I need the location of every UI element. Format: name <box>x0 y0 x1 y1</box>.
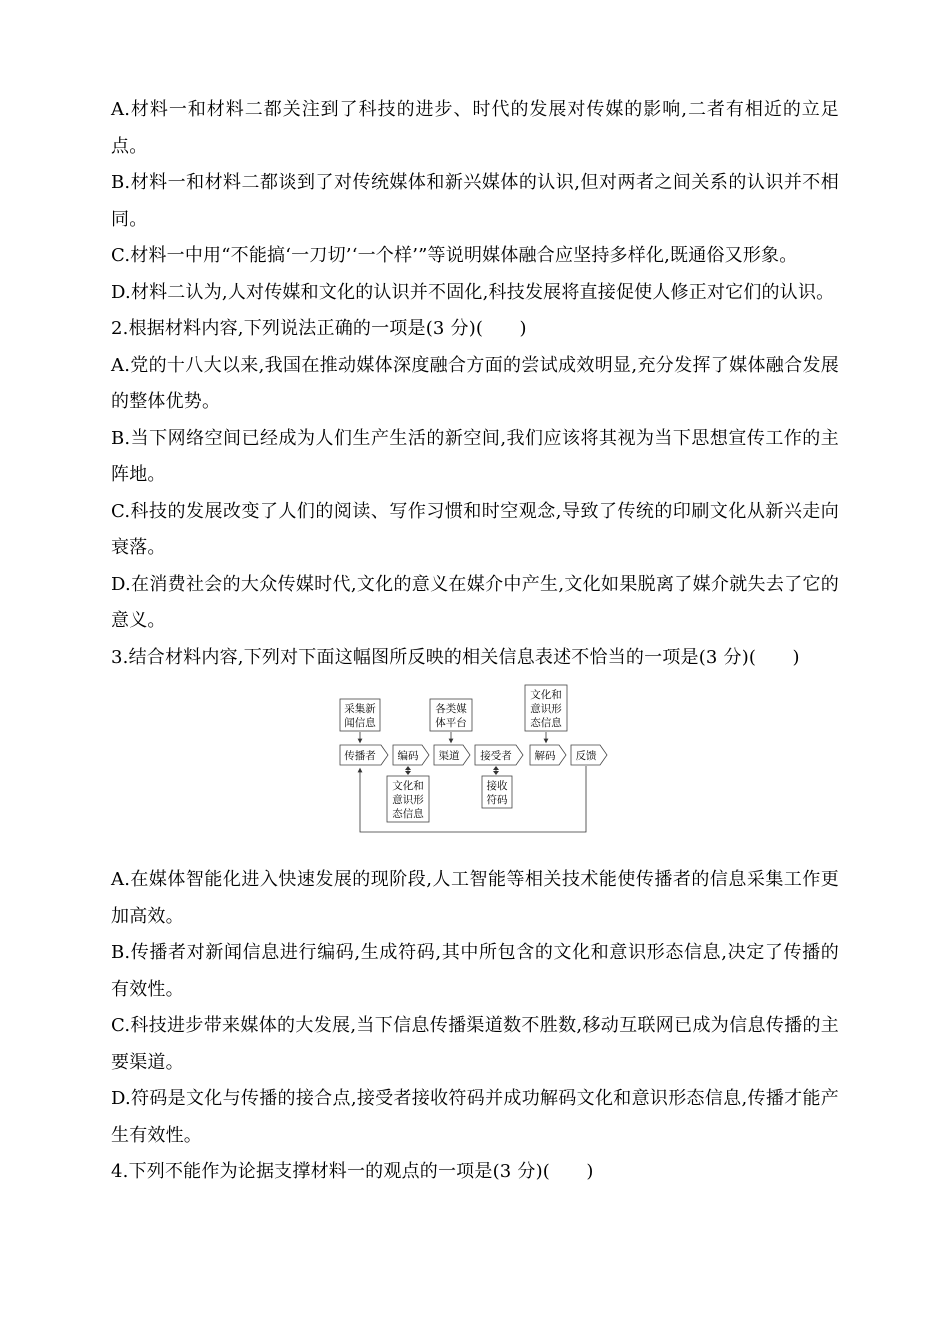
q1-option-a: A.材料一和材料二都关注到了科技的进步、时代的发展对传媒的影响,二者有相近的立足点。 <box>111 99 839 157</box>
q1-option-b: B.材料一和材料二都谈到了对传统媒体和新兴媒体的认识,但对两者之间关系的认识并不相同。 <box>111 172 839 230</box>
top-culture-line1: 文化和 <box>530 689 562 701</box>
q2-option-b: B.当下网络空间已经成为人们生产生活的新空间,我们应该将其视为当下思想宣传工作的主阵地。 <box>111 427 839 485</box>
q3-option-a: A.在媒体智能化进入快速发展的现阶段,人工智能等相关技术能使传播者的信息采集工作更加高效。 <box>111 869 839 927</box>
chain-feedback: 反馈 <box>575 750 597 762</box>
q2-option-d: D.在消费社会的大众传媒时代,文化的意义在媒介中产生,文化如果脱离了媒介就失去了它的意义。 <box>111 573 839 631</box>
q3-option-b: B.传播者对新闻信息进行编码,生成符码,其中所包含的文化和意识形态信息,决定了传播的有效性。 <box>111 942 839 1000</box>
chain-decode: 解码 <box>534 750 556 762</box>
q4-stem: 4.下列不能作为论据支撑材料一的观点的一项是(3 分)( ) <box>111 1161 594 1182</box>
bottom-culture-line1: 文化和 <box>392 780 424 792</box>
q2-option-a: A.党的十八大以来,我国在推动媒体深度融合方面的尝试成效明显,充分发挥了媒体融合发展的整体优势。 <box>111 354 839 412</box>
q1-option-c: C.材料一中用“不能搞‘一刀切’‘一个样’”等说明媒体融合应坚持多样化,既通俗又形象。 <box>111 245 798 266</box>
top-culture-line2: 意识形 <box>530 703 562 715</box>
top-culture-line3: 态信息 <box>530 717 562 729</box>
collect-news-line1: 采集新 <box>344 703 376 715</box>
q3-option-d: D.符码是文化与传播的接合点,接受者接收符码并成功解码文化和意识形态信息,传播才能产生有效性。 <box>111 1088 839 1146</box>
document-page <box>111 92 839 1191</box>
diagram-svg <box>111 684 839 852</box>
communication-flow-diagram <box>111 684 839 852</box>
chain-sender: 传播者 <box>344 750 376 762</box>
media-platform-line1: 各类媒 <box>435 703 467 715</box>
bottom-receive-line1: 接收 <box>486 780 508 792</box>
q3-stem: 3.结合材料内容,下列对下面这幅图所反映的相关信息表述不恰当的一项是(3 分)( ) <box>111 646 800 668</box>
bottom-culture-line2: 意识形 <box>392 794 424 806</box>
collect-news-line2: 闻信息 <box>344 717 376 729</box>
q1-option-d: D.材料二认为,人对传媒和文化的认识并不固化,科技发展将直接促使人修正对它们的认识。 <box>111 281 835 303</box>
chain-receiver: 接受者 <box>480 750 512 762</box>
q3-option-c: C.科技进步带来媒体的大发展,当下信息传播渠道数不胜数,移动互联网已成为信息传播的主要渠道。 <box>111 1015 839 1073</box>
bottom-culture-line3: 态信息 <box>392 808 424 820</box>
bottom-receive-line2: 符码 <box>486 794 508 806</box>
q2-option-c: C.科技的发展改变了人们的阅读、写作习惯和时空观念,导致了传统的印刷文化从新兴走向衰落。 <box>111 500 839 558</box>
q2-stem: 2.根据材料内容,下列说法正确的一项是(3 分)( ) <box>111 318 527 339</box>
chain-encode: 编码 <box>397 750 419 762</box>
chain-channel: 渠道 <box>438 750 460 762</box>
media-platform-line2: 体平台 <box>435 717 467 729</box>
